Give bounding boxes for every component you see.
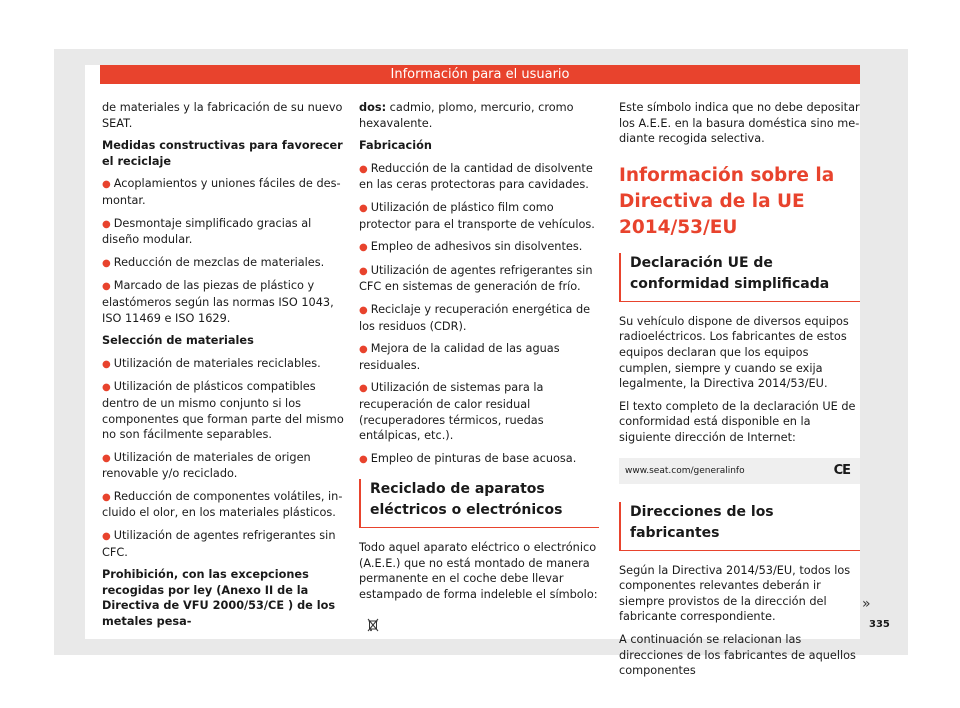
list-item: ● Utilización de agentes refrigerantes sin CFC en sistemas de generación de frío. <box>359 263 593 294</box>
list-item: ● Utilización de agentes refrigerantes sin CFC. <box>102 529 336 559</box>
bullet-icon: ● <box>359 383 368 395</box>
bullet-icon: ● <box>102 358 111 370</box>
directive-paragraph: Según la Directiva 2014/53/EU, todos los componentes relevantes deberán ir siempre provistos de la dirección del fabricante correspondiente. <box>619 563 851 624</box>
double-chevron-right-icon: » <box>862 596 871 612</box>
subheading-conformity: Declaración UE de conformidad simplificada <box>619 253 860 302</box>
heading-prohibition: Prohibición, con las excepciones recogidas por ley (Anexo II de la Directiva de VFU 2000/53/CE ) de los metales pesa- <box>102 568 336 629</box>
list-item: ● Desmontaje simplificado gracias al diseño modular. <box>102 216 312 247</box>
bullet-icon: ● <box>102 218 111 230</box>
list-item: ● Mejora de la calidad de las aguas residuales. <box>359 342 560 372</box>
weee-paragraph: Todo aquel aparato eléctrico o electrónico (A.E.E.) que no está montado de manera permanente en el coche debe llevar estampado de forma indeleble el símbolo: <box>359 541 598 602</box>
bullet-icon: ● <box>102 531 111 543</box>
intro-paragraph: de materiales y la fabricación de su nuevo SEAT. <box>102 101 343 130</box>
bullet-icon: ● <box>359 304 368 316</box>
list-item: ● Utilización de materiales reciclables. <box>102 356 321 370</box>
ce-mark-icon: CE <box>833 462 850 478</box>
declaration-paragraph: El texto completo de la declaración UE de conformidad está disponible en la siguiente dirección de Internet: <box>619 399 856 444</box>
section-header: Información para el usuario <box>100 65 860 84</box>
url-box <box>619 458 860 484</box>
heading-manufacturing: Fabricación <box>359 139 432 153</box>
addresses-paragraph: A continuación se relacionan las direcciones de los fabricantes de aquellos componentes <box>619 632 856 678</box>
list-item: ● Marcado de las piezas de plástico y elastómeros según las normas ISO 1043, ISO 11469 e ISO 1629. <box>102 279 334 325</box>
bullet-icon: ● <box>359 453 368 465</box>
bullet-icon: ● <box>102 179 111 191</box>
subheading-manufacturer-addresses: Direcciones de los fabricantes <box>619 502 860 551</box>
list-item: ● Reducción de componentes volátiles, incluido el olor, en los materiales plásticos. <box>102 489 343 520</box>
bullet-icon: ● <box>102 257 111 269</box>
bullet-icon: ● <box>102 281 111 293</box>
list-item: ● Empleo de adhesivos sin disolventes. <box>359 240 583 254</box>
section-title-eu-directive: Información sobre la Directiva de la UE 2014/53/EU <box>619 164 835 238</box>
bullet-icon: ● <box>102 382 111 394</box>
bullet-icon: ● <box>102 491 111 503</box>
continued-paragraph: dos: cadmio, plomo, mercurio, cromo hexavalente. <box>359 101 574 130</box>
page-number: 335 <box>869 619 890 630</box>
list-item: ● Reciclaje y recuperación energética de los residuos (CDR). <box>359 302 591 333</box>
symbol-explanation: Este símbolo indica que no debe depositar los A.E.E. en la basura doméstica sino mediante recogida selectiva. <box>619 101 860 146</box>
bullet-icon: ● <box>359 242 368 254</box>
bullet-icon: ● <box>359 265 368 277</box>
column-middle <box>359 100 599 636</box>
radio-equipment-paragraph: Su vehículo dispone de diversos equipos radioeléctricos. Los fabricantes de estos equipos declaran que los equipos cumplen, siempre y cuando se exija legalmente, la Directiva 2014/53/EU. <box>619 314 849 391</box>
list-item: ● Utilización de plásticos compatibles dentro de un mismo conjunto si los componentes que forman parte del mismo no son fácilmente separables. <box>102 380 344 442</box>
subheading-electronic-recycling: Reciclado de aparatos eléctricos o electrónicos <box>359 479 599 528</box>
bullet-icon: ● <box>359 163 368 175</box>
heading-material-selection: Selección de materiales <box>102 334 254 348</box>
crossed-out-wheelie-bin-icon <box>367 618 379 632</box>
url-link[interactable]: www.seat.com/generalinfo <box>625 465 745 476</box>
list-item: ● Acoplamientos y uniones fáciles de desmontar. <box>102 177 341 207</box>
column-left <box>102 100 348 637</box>
list-item: ● Reducción de mezclas de materiales. <box>102 255 325 269</box>
list-item: ● Utilización de plástico film como protector para el transporte de vehículos. <box>359 200 595 231</box>
heading-recycling-measures: Medidas constructivas para favorecer el reciclaje <box>102 139 343 168</box>
bullet-icon: ● <box>102 452 111 464</box>
list-item: ● Empleo de pinturas de base acuosa. <box>359 451 577 465</box>
bullet-icon: ● <box>359 202 368 214</box>
column-right <box>619 100 860 686</box>
list-item: ● Reducción de la cantidad de disolvente en las ceras protectoras para cavidades. <box>359 161 593 192</box>
list-item: ● Utilización de materiales de origen renovable y/o reciclado. <box>102 450 311 481</box>
bullet-icon: ● <box>359 344 368 356</box>
list-item: ● Utilización de sistemas para la recuperación de calor residual (recuperadores térmicos, ruedas entálpicas, etc.). <box>359 381 544 443</box>
